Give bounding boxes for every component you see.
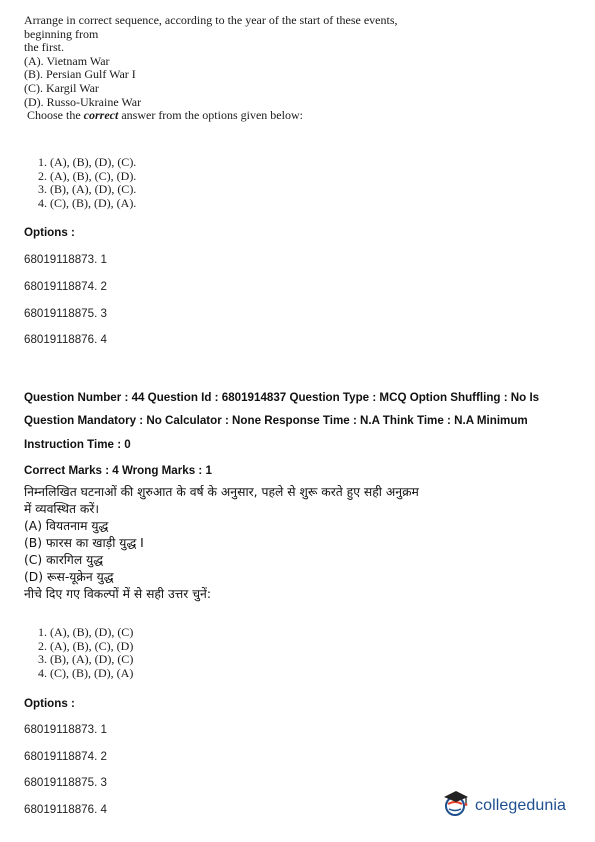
- q44-option: 68019118876. 4: [24, 803, 107, 816]
- q43-prompt-line: (A). Vietnam War: [24, 53, 110, 68]
- q43-choice: 2. (A), (B), (C), (D).: [38, 168, 137, 183]
- q43-option: 68019118873. 1: [24, 253, 107, 266]
- q43-options-label: Options :: [24, 226, 75, 239]
- q44-hindi-line: निम्नलिखित घटनाओं की शुरुआत के वर्ष के अनुसार, पहले से शुरू करते हुए सही अनुक्रम: [24, 485, 419, 499]
- q43-choice: 4. (C), (B), (D), (A).: [38, 195, 137, 210]
- q44-marks-line: Correct Marks : 4 Wrong Marks : 1: [24, 464, 212, 477]
- q43-option: 68019118876. 4: [24, 333, 107, 346]
- graduation-cap-globe-icon: [441, 789, 471, 822]
- collegedunia-logo: [441, 789, 566, 822]
- q43-prompt-line: (C). Kargil War: [24, 80, 99, 95]
- q43-prompt-line: (D). Russo-Ukraine War: [24, 94, 142, 109]
- q44-choice: 2. (A), (B), (C), (D): [38, 638, 134, 653]
- q43-choices: [38, 156, 136, 210]
- q43-prompt-line: beginning from: [24, 26, 99, 41]
- q43-prompt-line: (B). Persian Gulf War I: [24, 67, 136, 82]
- q43-choice: 3. (B), (A), (D), (C).: [38, 182, 137, 197]
- q44-choices: [38, 626, 133, 680]
- logo-wordmark: collegedunia: [475, 796, 567, 814]
- q44-choice: 4. (C), (B), (D), (A): [38, 665, 134, 680]
- q44-option: 68019118874. 2: [24, 750, 107, 763]
- q43-choice: 1. (A), (B), (D), (C).: [38, 155, 137, 169]
- q44-option: 68019118875. 3: [24, 776, 107, 789]
- q44-choice: 1. (A), (B), (D), (C): [38, 625, 134, 639]
- q43-choose-line: Choose the correct answer from the options given below:: [27, 108, 303, 123]
- q43-option: 68019118875. 3: [24, 307, 107, 320]
- q44-meta-line: Question Number : 44 Question Id : 6801914837 Question Type : MCQ Option Shuffling : No Is: [24, 391, 540, 404]
- q44-hindi-line: (B) फारस का खाड़ी युद्ध I: [24, 536, 144, 550]
- q43-prompt-line: Arrange in correct sequence, according to the year of the start of these events,: [24, 13, 398, 27]
- q44-hindi-line: (A) वियतनाम युद्ध: [24, 519, 109, 533]
- q44-hindi-line: में व्यवस्थित करें।: [24, 502, 100, 516]
- q44-option: 68019118873. 1: [24, 723, 107, 736]
- q43-option: 68019118874. 2: [24, 280, 107, 293]
- q44-hindi-line: नीचे दिए गए विकल्पों में से सही उत्तर चुनें:: [24, 587, 211, 601]
- q44-choice: 3. (B), (A), (D), (C): [38, 652, 134, 667]
- q44-meta-line: Instruction Time : 0: [24, 438, 131, 451]
- q43-prompt-line: the first.: [24, 40, 64, 55]
- q44-hindi-prompt: [24, 484, 584, 603]
- q44-meta-line: Question Mandatory : No Calculator : None Response Time : N.A Think Time : N.A Minimum: [24, 414, 528, 427]
- q44-hindi-line: (C) कारगिल युद्ध: [24, 553, 104, 567]
- q44-options-label: Options :: [24, 697, 75, 710]
- q43-prompt: [24, 14, 564, 123]
- q44-hindi-line: (D) रूस-यूक्रेन युद्ध: [24, 570, 114, 584]
